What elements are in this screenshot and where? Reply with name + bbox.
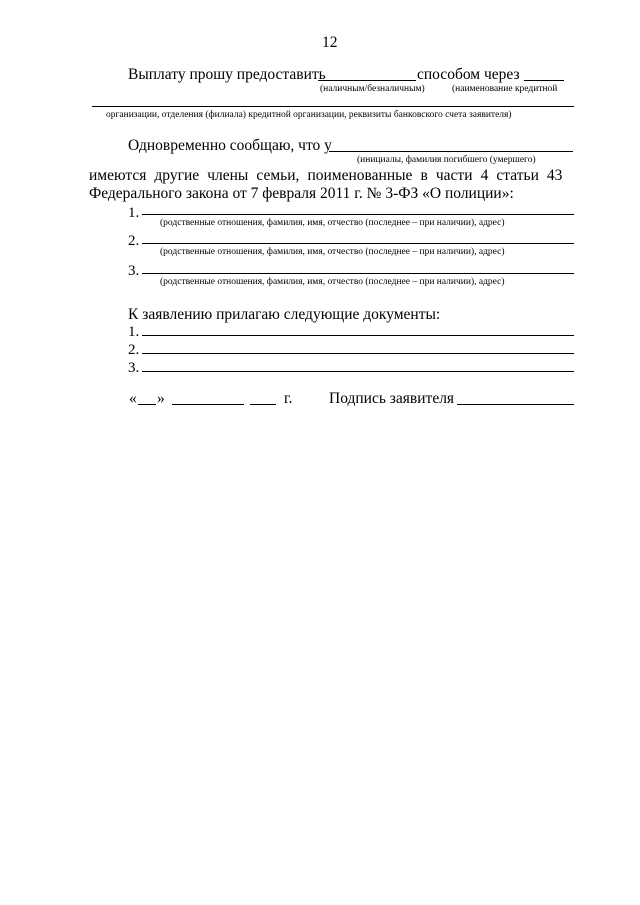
family-text-line2: Федерального закона от 7 февраля 2011 г. № 3-ФЗ «О полиции»: [89,185,514,202]
document-item-blank[interactable] [142,371,574,372]
family-item-number: 1. [128,205,140,221]
document-item-blank[interactable] [142,353,574,354]
family-item-note: (родственные отношения, фамилия, имя, отчество (последнее – при наличии), адрес) [160,218,505,228]
documents-lead-text: К заявлению прилагаю следующие документы: [128,306,441,323]
deceased-note: (инициалы, фамилия погибшего (умершего) [357,155,536,165]
date-quote-open: « [129,390,137,407]
payment-bank-blank[interactable] [524,80,564,81]
deceased-name-blank[interactable] [329,151,573,152]
date-year-blank[interactable] [250,404,276,405]
family-item-note: (родственные отношения, фамилия, имя, отчество (последнее – при наличии), адрес) [160,277,505,287]
payment-lead-text: Выплату прошу предоставить [128,66,326,83]
family-item-blank[interactable] [142,214,574,215]
signature-blank[interactable] [457,404,574,405]
document-item-number: 3. [128,360,140,376]
payment-bank-note-end: организации, отделения (филиала) кредитной организации, реквизиты банковского счета заявителя) [106,110,512,120]
payment-bank-details-line[interactable] [92,106,574,107]
document-item-number: 1. [128,324,140,340]
date-day-blank[interactable] [138,404,156,405]
payment-method-blank[interactable] [318,80,416,81]
payment-mid-text: способом через [417,66,520,83]
family-text-line1: имеются другие члены семьи, поименованные в части 4 статьи 43 [89,167,563,184]
signature-label: Подпись заявителя [329,390,455,407]
payment-method-note: (наличным/безналичным) [320,84,425,94]
document-item-number: 2. [128,342,140,358]
date-month-blank[interactable] [172,404,244,405]
document-item-blank[interactable] [142,335,574,336]
family-item-blank[interactable] [142,243,574,244]
family-lead-text: Одновременно сообщаю, что у [128,137,332,154]
date-quote-close: » [157,390,165,407]
page-number: 12 [322,34,338,51]
family-item-blank[interactable] [142,273,574,274]
family-item-number: 3. [128,263,140,279]
payment-bank-note-start: (наименование кредитной [452,84,558,94]
family-item-number: 2. [128,233,140,249]
family-item-note: (родственные отношения, фамилия, имя, отчество (последнее – при наличии), адрес) [160,247,505,257]
date-year-suffix: г. [284,390,293,407]
